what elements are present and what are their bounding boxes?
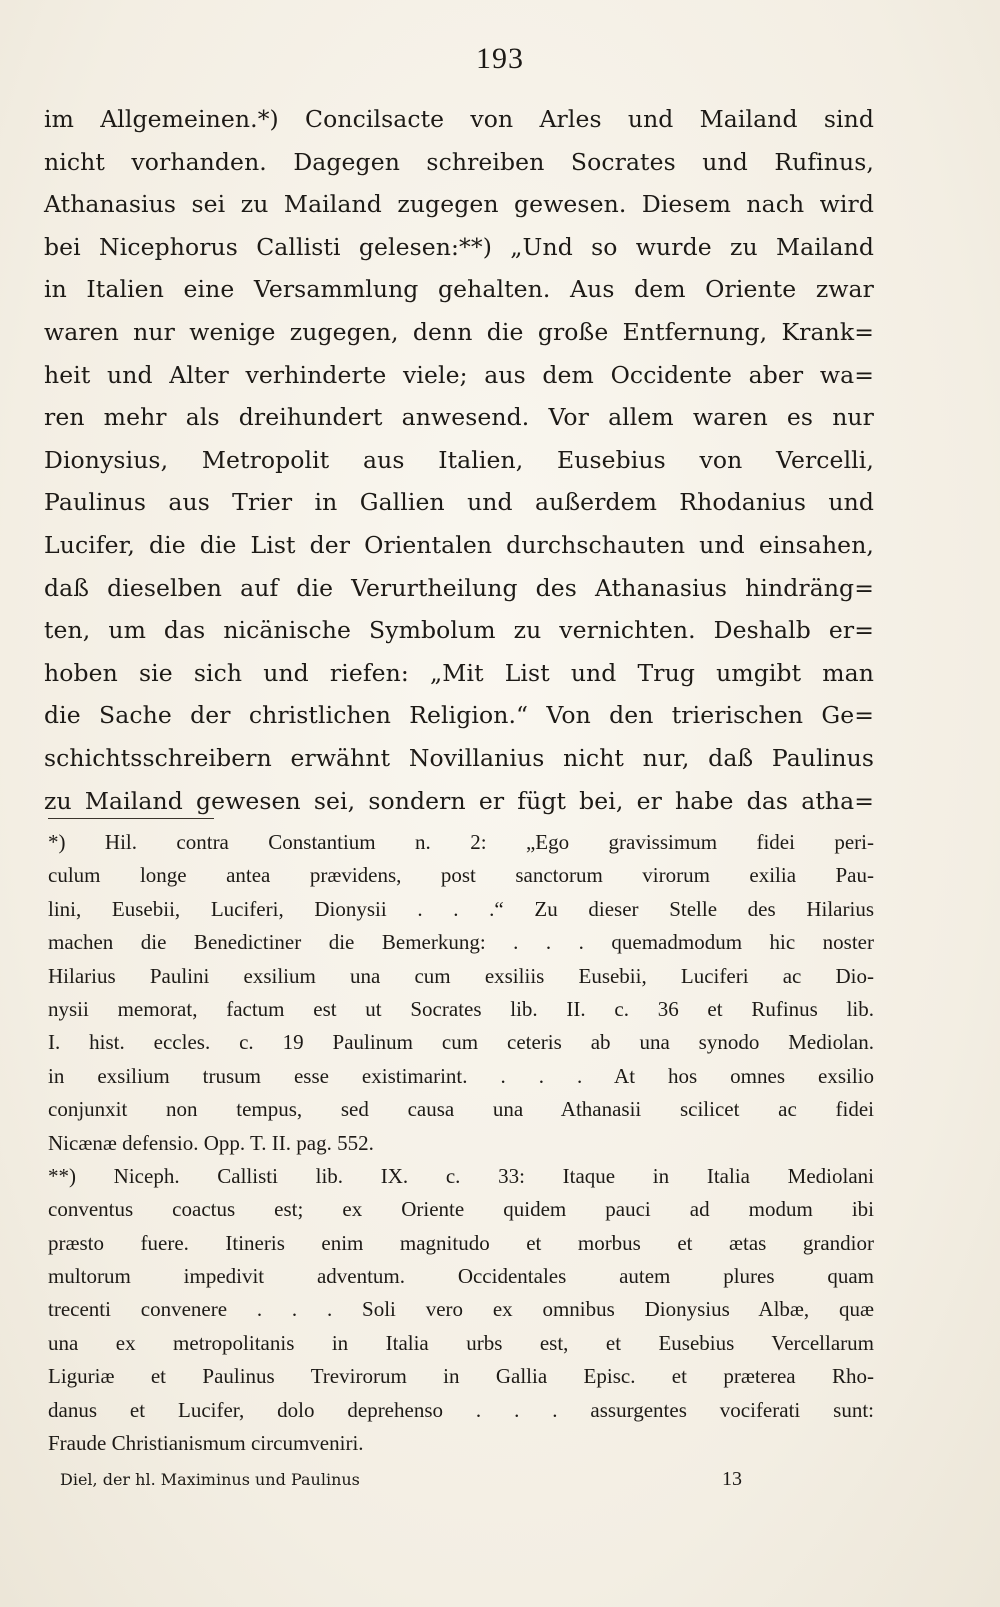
footnotes [48,826,874,1460]
footnote-line: I. hist. eccles. c. 19 Paulinum cum ceteris ab una synodo Mediolan. [48,1030,874,1055]
footnote-line: multorum impedivit adventum. Occidentales autem plures quam [48,1264,874,1289]
footnote-line: culum longe antea prævidens, post sanctorum virorum exilia Pau- [48,863,874,888]
footnote-line: Nicænæ defensio. Opp. T. II. pag. 552. [48,1130,374,1155]
footnote-divider [48,818,214,819]
text-line: Paulinus aus Trier in Gallien und außerdem Rhodanius und [44,488,874,517]
footnote-line: **) Niceph. Callisti lib. IX. c. 33: Itaque in Italia Mediolani [48,1163,874,1188]
footnote-line: nysii memorat, factum est ut Socrates lib. II. c. 36 et Rufinus lib. [48,996,874,1021]
text-line: im Allgemeinen.*) Concilsacte von Arles und Mailand sind [44,105,874,133]
text-line: daß dieselben auf die Verurtheilung des Athanasius hindräng= [44,573,874,602]
text-line: heit und Alter verhinderte viele; aus dem Occidente aber wa= [44,360,874,389]
footnote-line: in exsilium trusum esse existimarint. . . . At hos omnes exsilio [48,1063,874,1088]
text-line: bei Nicephorus Callisti gelesen:**) „Und so wurde zu Mailand [44,232,874,261]
text-line: schichtsschreibern erwähnt Novillanius nicht nur, daß Paulinus [44,743,874,772]
text-line: hoben sie sich und riefen: „Mit List und Trug umgibt man [44,658,874,687]
signature-mark: 13 [722,1468,742,1490]
text-line: ten, um das nicänische Symbolum zu vernichten. Deshalb er= [44,616,874,645]
footnote-1 [48,826,874,1160]
footnote-line: *) Hil. contra Constantium n. 2: „Ego gravissimum fidei peri- [48,830,874,854]
main-text [44,98,874,822]
footnote-line: conventus coactus est; ex Oriente quidem pauci ad modum ibi [48,1197,874,1222]
text-line: in Italien eine Versammlung gehalten. Aus dem Oriente zwar [44,275,874,304]
text-line: Dionysius, Metropolit aus Italien, Eusebius von Vercelli, [44,445,874,474]
text-line: Lucifer, die die List der Orientalen durchschauten und einsahen, [44,530,874,559]
footnote-line: Hilarius Paulini exsilium una cum exsiliis Eusebii, Luciferi ac Dio- [48,963,874,988]
text-line: zu Mailand gewesen sei, sondern er fügt bei, er habe das atha= [44,786,874,815]
footnote-line: præsto fuere. Itineris enim magnitudo et morbus et ætas grandior [48,1230,874,1255]
footnote-line: machen die Benedictiner die Bemerkung: . . . quemadmodum hic noster [48,930,874,955]
footnote-2 [48,1160,874,1461]
footnote-line: Liguriæ et Paulinus Trevirorum in Gallia Episc. et præterea Rho- [48,1364,874,1389]
text-line: die Sache der christlichen Religion.“ Von den trierischen Ge= [44,701,874,730]
footnote-line: trecenti convenere . . . Soli vero ex omnibus Dionysius Albæ, quæ [48,1297,874,1322]
page-number: 193 [476,42,524,75]
footnote-line: lini, Eusebii, Luciferi, Dionysii . . .“ Zu dieser Stelle des Hilarius [48,896,874,921]
text-line: waren nur wenige zugegen, denn die große Entfernung, Krank= [44,317,874,346]
text-line: nicht vorhanden. Dagegen schreiben Socrates und Rufinus, [44,147,874,176]
printer-signature: Diel, der hl. Maximinus und Paulinus [60,1470,360,1489]
text-line: Athanasius sei zu Mailand zugegen gewesen. Diesem nach wird [44,190,874,219]
footnote-line: una ex metropolitanis in Italia urbs est, et Eusebius Vercellarum [48,1330,874,1355]
footnote-line: danus et Lucifer, dolo deprehenso . . . assurgentes vociferati sunt: [48,1397,874,1422]
text-line: ren mehr als dreihundert anwesend. Vor allem waren es nur [44,403,874,432]
footnote-line: conjunxit non tempus, sed causa una Athanasii scilicet ac fidei [48,1097,874,1122]
footnote-line: Fraude Christianismum circumveniri. [48,1431,364,1456]
